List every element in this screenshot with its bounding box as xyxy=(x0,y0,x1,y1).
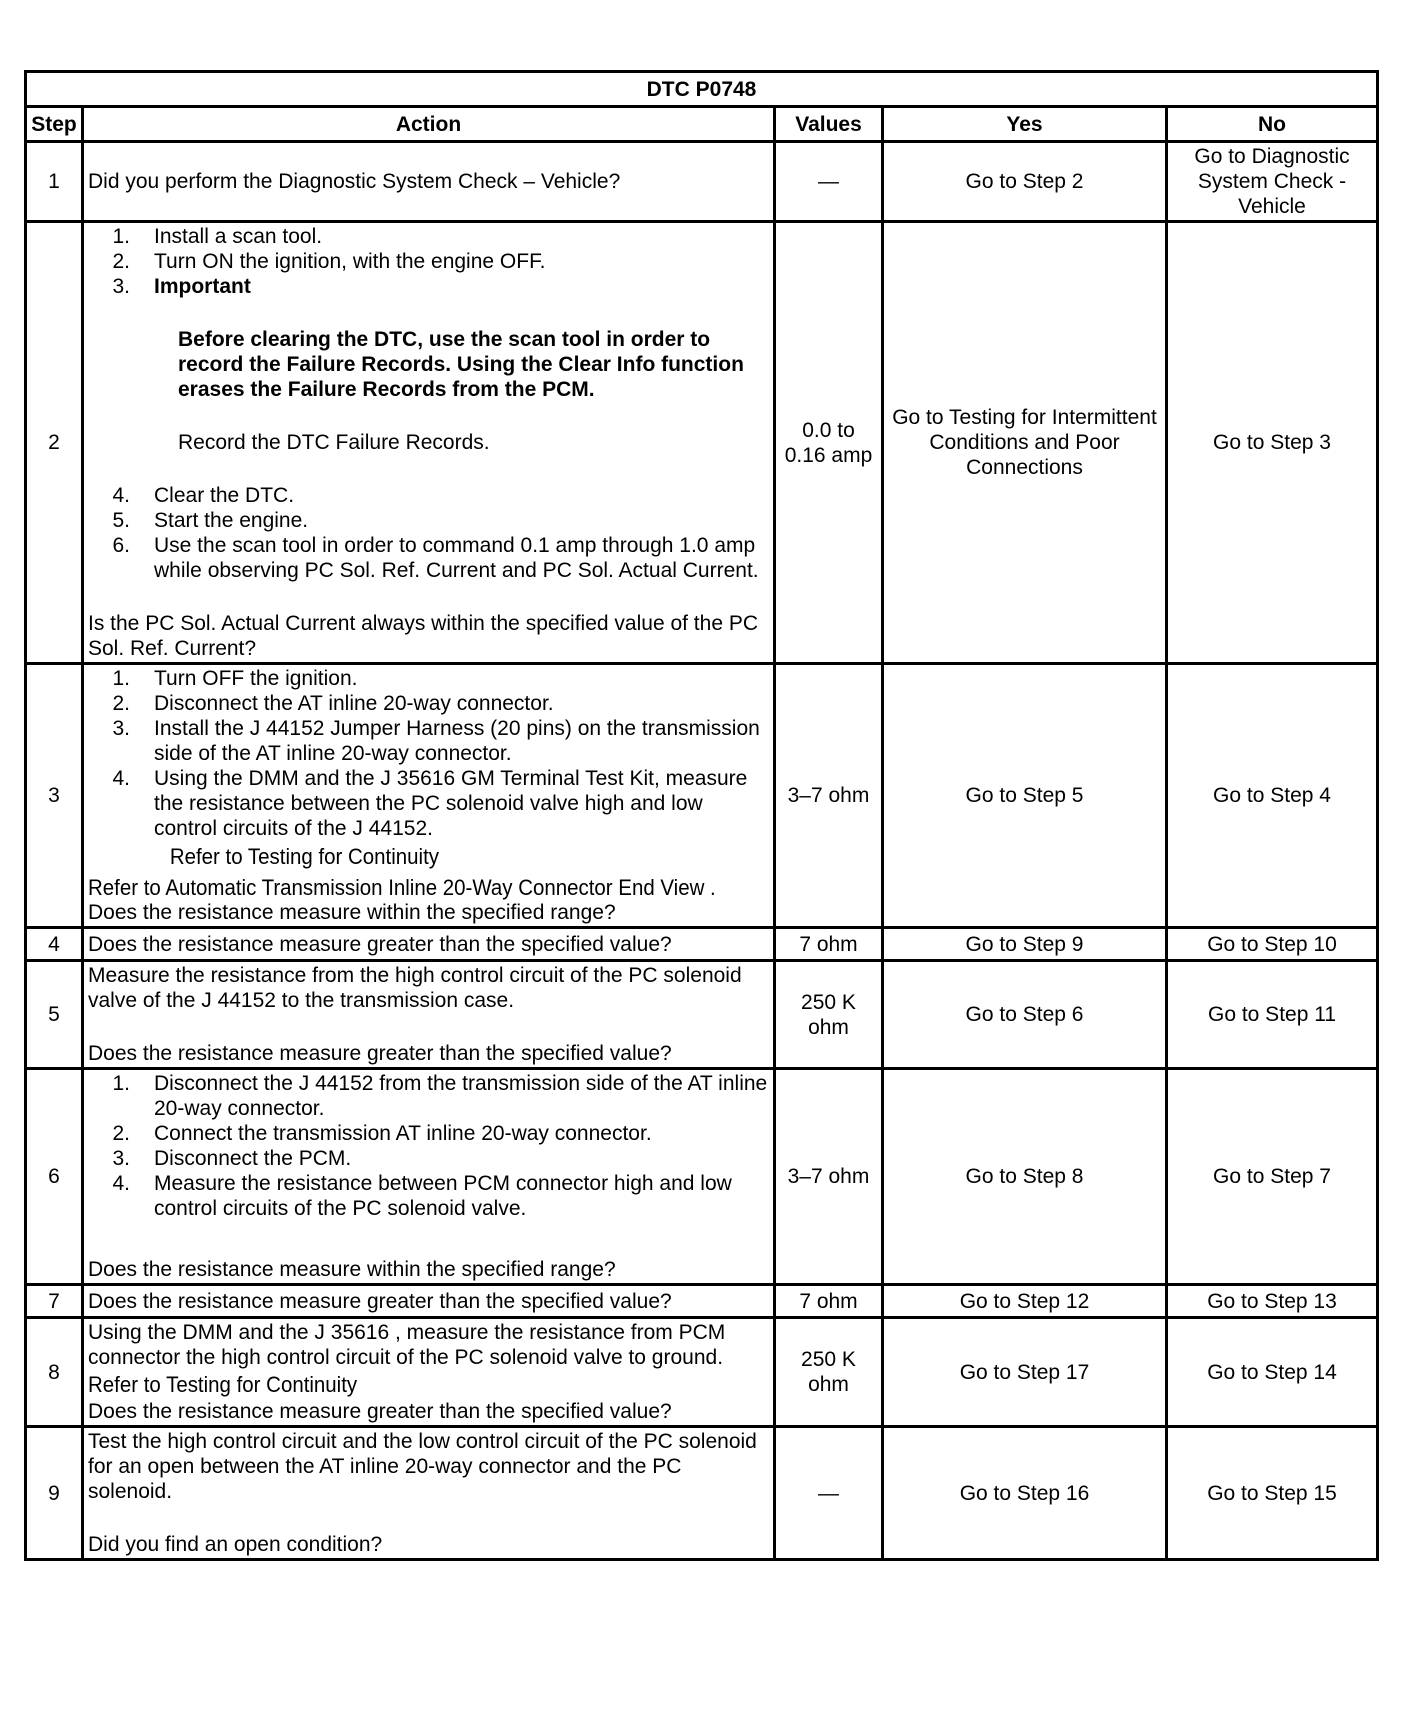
no-cell: Go to Step 4 xyxy=(1167,664,1378,928)
yes-cell: Go to Step 8 xyxy=(883,1069,1167,1285)
action-text: Using the DMM and the J 35616 , measure the resistance from PCM connector the high control circuit of the PC solenoid valve to ground. xyxy=(88,1321,726,1369)
list-item: 2. Turn ON the ignition, with the engine OFF. xyxy=(112,250,546,273)
step-number: 6 xyxy=(26,1069,83,1285)
value-cell: — xyxy=(775,1427,883,1560)
action-cell xyxy=(83,1069,775,1285)
refer-continuity: Refer to Testing for Continuity xyxy=(169,844,439,869)
yes-cell: Go to Step 5 xyxy=(883,664,1167,928)
list-item: 3. Important xyxy=(112,275,251,298)
header-no: No xyxy=(1167,107,1378,142)
yes-cell: Go to Step 12 xyxy=(883,1285,1167,1318)
yes-cell: Go to Step 2 xyxy=(883,142,1167,222)
dtc-table xyxy=(24,70,1379,1561)
action-question: Does the resistance measure within the specified range? xyxy=(88,901,616,924)
table-row xyxy=(26,961,1378,1069)
value-cell: 7 ohm xyxy=(775,1285,883,1318)
yes-cell: Go to Testing for Intermittent Conditions and Poor Connections xyxy=(883,222,1167,664)
action-cell xyxy=(83,928,775,961)
record-instruction: Record the DTC Failure Records. xyxy=(178,431,490,454)
list-item: 1. Turn OFF the ignition. xyxy=(112,667,358,690)
action-question: Does the resistance measure within the specified range? xyxy=(88,1258,616,1281)
step-number: 7 xyxy=(26,1285,83,1318)
value-cell: — xyxy=(775,142,883,222)
table-row xyxy=(26,222,1378,664)
yes-cell: Go to Step 9 xyxy=(883,928,1167,961)
table-row xyxy=(26,1427,1378,1560)
action-cell xyxy=(83,664,775,928)
step-number: 9 xyxy=(26,1427,83,1560)
table-title: DTC P0748 xyxy=(26,72,1378,107)
action-steps xyxy=(88,1071,769,1221)
action-steps xyxy=(88,483,769,583)
step-number: 1 xyxy=(26,142,83,222)
list-item: 4. Measure the resistance between PCM connector high and low control circuits of the PC solenoid valve. xyxy=(112,1172,732,1220)
no-cell: Go to Step 15 xyxy=(1167,1427,1378,1560)
action-cell xyxy=(83,1427,775,1560)
action-cell xyxy=(83,1318,775,1427)
list-item: 6. Use the scan tool in order to command 0.1 amp through 1.0 amp while observing PC Sol. Ref. Current and PC Sol. Actual Current. xyxy=(112,534,759,582)
table-row xyxy=(26,1285,1378,1318)
action-cell xyxy=(83,222,775,664)
action-question: Does the resistance measure greater than the specified value? xyxy=(88,1289,672,1313)
yes-cell: Go to Step 16 xyxy=(883,1427,1167,1560)
list-item: 5. Start the engine. xyxy=(112,509,309,532)
no-cell: Go to Step 13 xyxy=(1167,1285,1378,1318)
header-values: Values xyxy=(775,107,883,142)
header-step: Step xyxy=(26,107,83,142)
value-cell: 7 ohm xyxy=(775,928,883,961)
step-number: 5 xyxy=(26,961,83,1069)
action-question: Does the resistance measure greater than the specified value? xyxy=(88,932,672,956)
list-item: 4. Clear the DTC. xyxy=(112,484,295,507)
no-cell: Go to Step 14 xyxy=(1167,1318,1378,1427)
value-cell: 250 K ohm xyxy=(775,1318,883,1427)
action-cell xyxy=(83,1285,775,1318)
important-note: Before clearing the DTC, use the scan tool in order to record the Failure Records. Using the Clear Info function erases the Failure Records from the PCM. xyxy=(178,328,744,401)
action-cell xyxy=(83,961,775,1069)
action-question: Does the resistance measure greater than the specified value? xyxy=(88,1042,672,1065)
no-cell: Go to Step 3 xyxy=(1167,222,1378,664)
action-text: Test the high control circuit and the low control circuit of the PC solenoid for an open between the AT inline 20-way connector and the PC solenoid. xyxy=(88,1430,757,1503)
list-item: 2. Disconnect the AT inline 20-way connector. xyxy=(112,692,554,715)
refer-continuity: Refer to Testing for Continuity xyxy=(88,1372,358,1397)
table-row xyxy=(26,1318,1378,1427)
list-item: 1. Install a scan tool. xyxy=(112,225,323,248)
value-cell: 3–7 ohm xyxy=(775,664,883,928)
list-item: 1. Disconnect the J 44152 from the transmission side of the AT inline 20-way connector. xyxy=(112,1072,768,1120)
action-question: Did you perform the Diagnostic System Check – Vehicle? xyxy=(88,170,621,193)
list-item: 2. Connect the transmission AT inline 20-way connector. xyxy=(112,1122,652,1145)
list-item: 3. Disconnect the PCM. xyxy=(112,1147,352,1170)
no-cell: Go to Step 7 xyxy=(1167,1069,1378,1285)
action-question: Does the resistance measure greater than the specified value? xyxy=(88,1400,672,1423)
table-row xyxy=(26,928,1378,961)
action-text: Measure the resistance from the high control circuit of the PC solenoid valve of the J 44152 to the transmission case. xyxy=(88,964,742,1012)
table-row xyxy=(26,1069,1378,1285)
no-cell: Go to Diagnostic System Check - Vehicle xyxy=(1167,142,1378,222)
refer-connector-end-view: Refer to Automatic Transmission Inline 20-Way Connector End View . xyxy=(88,875,716,900)
list-item: 3. Install the J 44152 Jumper Harness (20 pins) on the transmission side of the AT inline 20-way connector. xyxy=(112,717,760,765)
action-cell xyxy=(83,142,775,222)
value-cell: 0.0 to 0.16 amp xyxy=(775,222,883,664)
step-number: 2 xyxy=(26,222,83,664)
yes-cell: Go to Step 17 xyxy=(883,1318,1167,1427)
action-question: Is the PC Sol. Actual Current always within the specified value of the PC Sol. Ref. Current? xyxy=(88,612,759,660)
no-cell: Go to Step 11 xyxy=(1167,961,1378,1069)
step-number: 4 xyxy=(26,928,83,961)
yes-cell: Go to Step 6 xyxy=(883,961,1167,1069)
action-question: Did you find an open condition? xyxy=(88,1533,383,1556)
header-yes: Yes xyxy=(883,107,1167,142)
step-number: 3 xyxy=(26,664,83,928)
table-row xyxy=(26,142,1378,222)
action-steps xyxy=(88,224,769,299)
no-cell: Go to Step 10 xyxy=(1167,928,1378,961)
list-item: 4. Using the DMM and the J 35616 GM Terminal Test Kit, measure the resistance between the PC solenoid valve high and low control circuits of the J 44152. xyxy=(112,767,748,840)
value-cell: 3–7 ohm xyxy=(775,1069,883,1285)
value-cell: 250 K ohm xyxy=(775,961,883,1069)
table-row xyxy=(26,664,1378,928)
step-number: 8 xyxy=(26,1318,83,1427)
header-action: Action xyxy=(83,107,775,142)
action-steps xyxy=(88,666,769,841)
